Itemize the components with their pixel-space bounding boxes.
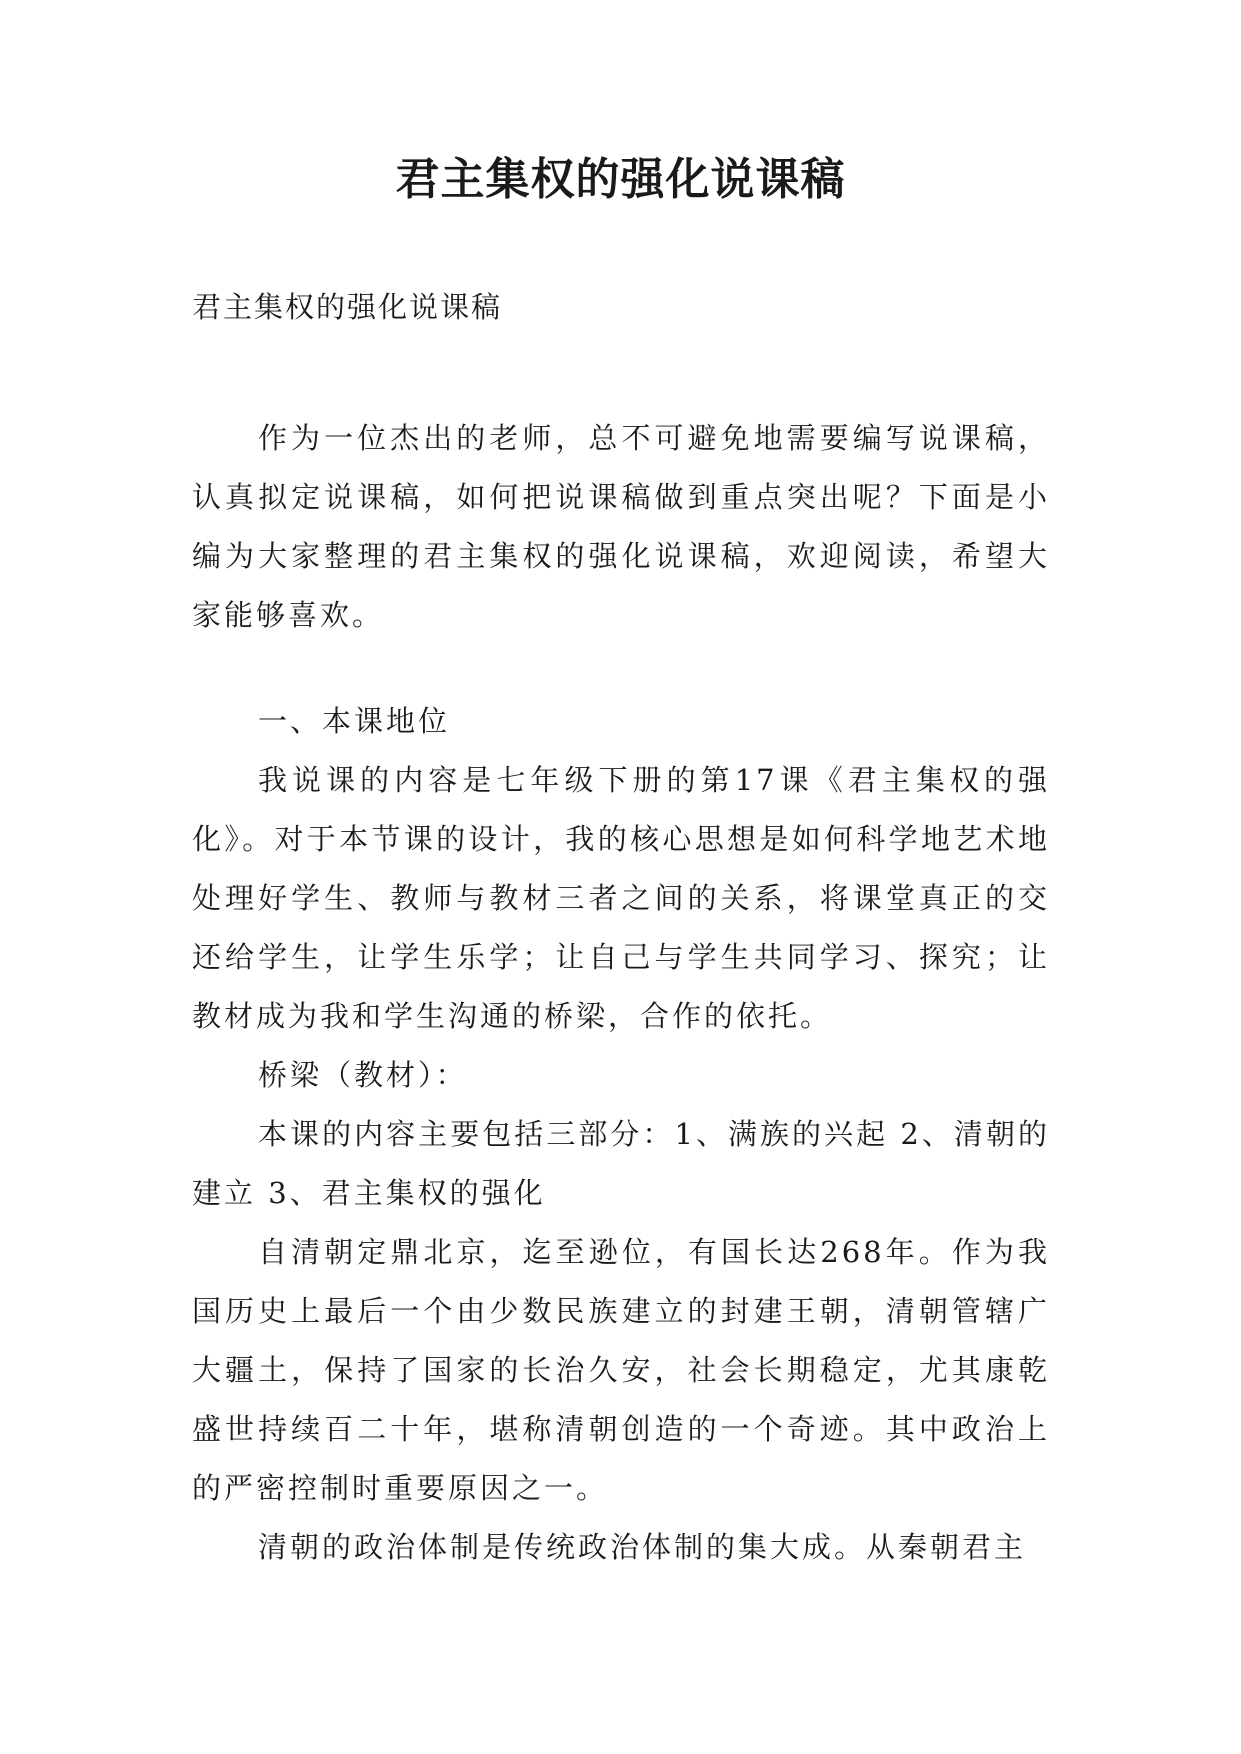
paragraph: 我说课的内容是七年级下册的第17课《君主集权的强化》。对于本节课的设计，我的核心思想是如何科学地艺术地处理好学生、教师与教材三者之间的关系，将课堂真正的交还给学生，让学生乐学；让自己与学生共同学习、探究；让教材成为我和学生沟通的桥梁，合作的依托。 xyxy=(192,763,1050,1033)
document-subtitle: 君主集权的强化说课稿 xyxy=(192,290,503,324)
intro-paragraph: 作为一位杰出的老师，总不可避免地需要编写说课稿，认真拟定说课稿，如何把说课稿做到重点突出呢？下面是小编为大家整理的君主集权的强化说课稿，欢迎阅读，希望大家能够喜欢。 xyxy=(192,421,1050,632)
document-title: 君主集权的强化说课稿 xyxy=(395,154,846,205)
paragraph: 自清朝定鼎北京，迄至逊位，有国长达268年。作为我国历史上最后一个由少数民族建立的封建王朝，清朝管辖广大疆土，保持了国家的长治久安，社会长期稳定，尤其康乾盛世持续百二十年，堪称清朝创造的一个奇迹。其中政治上的严密控制时重要原因之一。 xyxy=(192,1235,1050,1505)
paragraph: 清朝的政治体制是传统政治体制的集大成。从秦朝君主 xyxy=(258,1530,1027,1564)
paragraph: 桥梁（教材）： xyxy=(258,1058,468,1092)
section-heading-lesson-position: 一、本课地位 xyxy=(258,704,451,738)
body-section xyxy=(192,692,1050,1577)
paragraph: 本课的内容主要包括三部分：1、满族的兴起 2、清朝的建立 3、君主集权的强化 xyxy=(192,1117,1050,1210)
